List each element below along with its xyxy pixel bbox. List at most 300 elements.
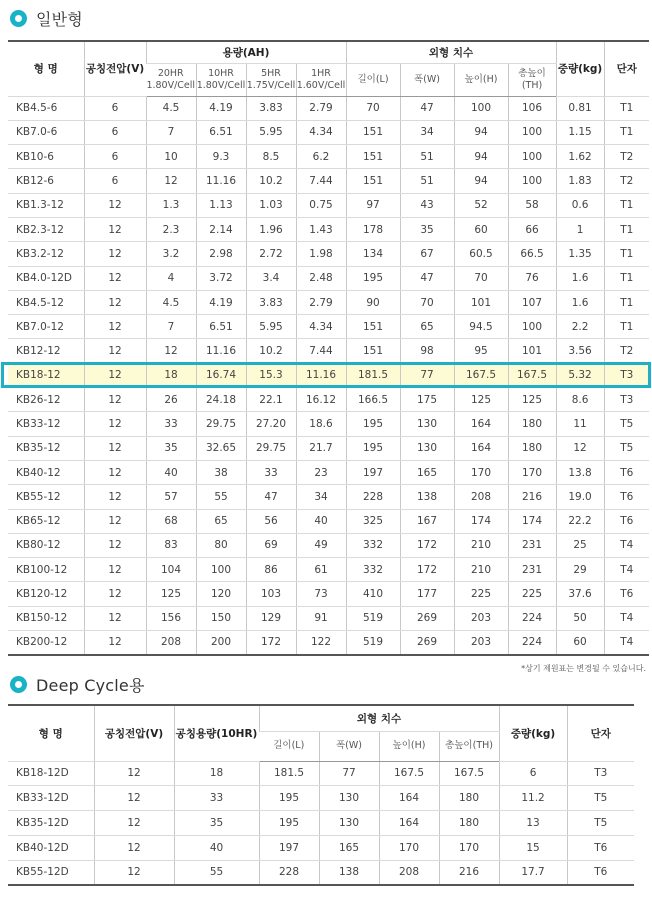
model-name-cell: KB12-12 [8, 339, 84, 363]
table-cell: 38 [196, 460, 246, 484]
table-cell: 25 [556, 533, 604, 557]
table-cell: 1.6 [556, 266, 604, 290]
table-row [8, 786, 634, 811]
table-cell: 70 [400, 290, 454, 314]
table-cell: 100 [454, 96, 508, 120]
table-cell: 12 [84, 217, 146, 241]
table-cell: 175 [400, 388, 454, 412]
table-cell: 181.5 [259, 761, 319, 786]
table-cell: 2.2 [556, 315, 604, 339]
table-cell: 150 [196, 606, 246, 630]
model-name-cell: KB18-12 [8, 363, 84, 387]
table-cell: 83 [146, 533, 196, 557]
table-cell: 80 [196, 533, 246, 557]
table-cell: 5.95 [246, 120, 296, 144]
section-title-text: Deep Cycle용 [36, 675, 145, 695]
table-row [8, 582, 649, 606]
table-cell: 7.44 [296, 169, 346, 193]
table-cell: 11.2 [499, 786, 567, 811]
table-cell: 55 [174, 860, 259, 885]
table-cell: 5.32 [556, 363, 604, 387]
table-cell: 4 [146, 266, 196, 290]
table-cell: 200 [196, 631, 246, 655]
table-cell: T6 [604, 485, 649, 509]
table-cell: 1.35 [556, 242, 604, 266]
table-cell: 3.56 [556, 339, 604, 363]
table-cell: 129 [246, 606, 296, 630]
header-voltage: 공칭전압(V) [84, 41, 146, 96]
table-cell: 6 [84, 120, 146, 144]
table-cell: 100 [508, 315, 556, 339]
table-cell: 0.81 [556, 96, 604, 120]
table-cell: 51 [400, 169, 454, 193]
table-cell: 225 [508, 582, 556, 606]
table-cell: 125 [454, 388, 508, 412]
table-cell: 2.3 [146, 217, 196, 241]
table-cell: 65 [196, 509, 246, 533]
table-cell: 12 [84, 558, 146, 582]
table-cell: 37.6 [556, 582, 604, 606]
table-cell: 12 [84, 460, 146, 484]
header-voltage: 공칭전압(V) [94, 705, 174, 761]
table-cell: 197 [259, 835, 319, 860]
table-cell: 12 [84, 582, 146, 606]
header-terminal: 단자 [604, 41, 649, 96]
table-cell: 3.4 [246, 266, 296, 290]
table-cell: 210 [454, 558, 508, 582]
model-name-cell: KB120-12 [8, 582, 84, 606]
table-row [8, 485, 649, 509]
table-cell: 170 [439, 835, 499, 860]
table-cell: 165 [319, 835, 379, 860]
table-cell: 12 [84, 631, 146, 655]
table-cell: 130 [400, 436, 454, 460]
table-cell: 13.8 [556, 460, 604, 484]
table-cell: T1 [604, 242, 649, 266]
table-cell: 519 [346, 631, 400, 655]
table-cell: 86 [246, 558, 296, 582]
table-cell: 166.5 [346, 388, 400, 412]
table-cell: 73 [296, 582, 346, 606]
table-cell: 1.3 [146, 193, 196, 217]
table-cell: 52 [454, 193, 508, 217]
model-name-cell: KB2.3-12 [8, 217, 84, 241]
model-name-cell: KB7.0-6 [8, 120, 84, 144]
table-row [8, 436, 649, 460]
table-cell: 8.6 [556, 388, 604, 412]
table-cell: T5 [604, 412, 649, 436]
table-cell: 29.75 [196, 412, 246, 436]
section-title-text: 일반형 [36, 9, 83, 29]
table-cell: 12 [84, 315, 146, 339]
table-cell: 100 [508, 120, 556, 144]
table-cell: 94 [454, 169, 508, 193]
table-row [8, 169, 649, 193]
table-cell: 7.44 [296, 339, 346, 363]
header-dim-width: 폭(W) [319, 731, 379, 761]
table-cell: 164 [379, 811, 439, 836]
table-cell: 138 [319, 860, 379, 885]
table-cell: 4.5 [146, 96, 196, 120]
table-cell: 11.16 [196, 169, 246, 193]
table-cell: T2 [604, 169, 649, 193]
table-cell: 332 [346, 558, 400, 582]
table-cell: 68 [146, 509, 196, 533]
table-cell: 10 [146, 145, 196, 169]
table-cell: 2.48 [296, 266, 346, 290]
table-cell: 4.19 [196, 96, 246, 120]
table-cell: T1 [604, 266, 649, 290]
header-dim-total-height: 총높이(TH) [508, 63, 556, 96]
table-cell: 208 [146, 631, 196, 655]
header-dim-length: 길이(L) [346, 63, 400, 96]
table-cell: 57 [146, 485, 196, 509]
table-cell: 33 [146, 412, 196, 436]
table-cell: 195 [259, 786, 319, 811]
table-cell: 12 [84, 436, 146, 460]
table-cell: T1 [604, 96, 649, 120]
table-cell: 165 [400, 460, 454, 484]
table-cell: 5.95 [246, 315, 296, 339]
table-cell: 1.98 [296, 242, 346, 266]
table-cell: 101 [454, 290, 508, 314]
table-cell: 65 [400, 315, 454, 339]
table-cell: 6 [84, 96, 146, 120]
table-cell: 12 [94, 860, 174, 885]
model-name-cell: KB33-12 [8, 412, 84, 436]
table-cell: 56 [246, 509, 296, 533]
table-cell: 2.14 [196, 217, 246, 241]
table-cell: 2.79 [296, 290, 346, 314]
table-cell: 40 [296, 509, 346, 533]
table-cell: 12 [146, 339, 196, 363]
header-dim-width: 폭(W) [400, 63, 454, 96]
table-cell: 4.34 [296, 315, 346, 339]
table-cell: 11.16 [296, 363, 346, 387]
table-cell: 8.5 [246, 145, 296, 169]
table-cell: 174 [508, 509, 556, 533]
table-row [8, 217, 649, 241]
table-cell: T2 [604, 339, 649, 363]
table-cell: T4 [604, 606, 649, 630]
table-row [8, 460, 649, 484]
table-cell: 9.3 [196, 145, 246, 169]
table-cell: 40 [174, 835, 259, 860]
table-cell: 180 [508, 412, 556, 436]
table-cell: 12 [84, 485, 146, 509]
model-name-cell: KB3.2-12 [8, 242, 84, 266]
table-cell: 104 [146, 558, 196, 582]
header-dim-length: 길이(L) [259, 731, 319, 761]
table-row [8, 533, 649, 557]
table-cell: 32.65 [196, 436, 246, 460]
table-cell: 167.5 [508, 363, 556, 387]
table-cell: 19.0 [556, 485, 604, 509]
table-cell: 130 [319, 811, 379, 836]
model-name-cell: KB40-12D [8, 835, 94, 860]
table-cell: 66.5 [508, 242, 556, 266]
header-name: 형 명 [8, 41, 84, 96]
table-row [8, 242, 649, 266]
table-cell: T1 [604, 315, 649, 339]
table-row [8, 412, 649, 436]
table-cell: T1 [604, 193, 649, 217]
table-cell: 1 [556, 217, 604, 241]
header-dim-height: 높이(H) [379, 731, 439, 761]
table-cell: 195 [346, 266, 400, 290]
table-cell: T5 [567, 811, 634, 836]
table-cell: 50 [556, 606, 604, 630]
table-cell: 90 [346, 290, 400, 314]
table-cell: 167.5 [454, 363, 508, 387]
table-cell: 3.72 [196, 266, 246, 290]
table-cell: 130 [400, 412, 454, 436]
table-cell: 12 [84, 509, 146, 533]
general-battery-spec-table [8, 40, 649, 656]
table-cell: 34 [296, 485, 346, 509]
table-cell: 410 [346, 582, 400, 606]
table-cell: 27.20 [246, 412, 296, 436]
table-cell: 138 [400, 485, 454, 509]
table-cell: 22.1 [246, 388, 296, 412]
table-cell: 12 [94, 786, 174, 811]
table-cell: 164 [379, 786, 439, 811]
table-cell: 164 [454, 436, 508, 460]
section-title-deep-cycle [10, 672, 145, 696]
model-name-cell: KB65-12 [8, 509, 84, 533]
table-cell: 180 [508, 436, 556, 460]
table-row [8, 509, 649, 533]
table-row [8, 860, 634, 885]
table-cell: 23 [296, 460, 346, 484]
table-cell: 66 [508, 217, 556, 241]
table-cell: 33 [246, 460, 296, 484]
table-cell: 195 [346, 436, 400, 460]
table-cell: 178 [346, 217, 400, 241]
table-row [8, 339, 649, 363]
model-name-cell: KB80-12 [8, 533, 84, 557]
table-cell: 60 [556, 631, 604, 655]
table-cell: 67 [400, 242, 454, 266]
table-cell: T6 [567, 860, 634, 885]
table-cell: 29 [556, 558, 604, 582]
table-cell: 172 [400, 558, 454, 582]
table-cell: 12 [556, 436, 604, 460]
table-cell: 22.2 [556, 509, 604, 533]
table-cell: 12 [84, 266, 146, 290]
table-cell: 174 [454, 509, 508, 533]
table-cell: 13 [499, 811, 567, 836]
table-cell: 69 [246, 533, 296, 557]
table-row [8, 266, 649, 290]
table-cell: 151 [346, 169, 400, 193]
table-cell: 1.62 [556, 145, 604, 169]
model-name-cell: KB55-12D [8, 860, 94, 885]
table-row [8, 120, 649, 144]
header-dimension: 외형 치수 [259, 705, 499, 731]
table-cell: 228 [346, 485, 400, 509]
table-cell: 12 [84, 412, 146, 436]
table-cell: 1.83 [556, 169, 604, 193]
model-name-cell: KB33-12D [8, 786, 94, 811]
table-cell: 151 [346, 120, 400, 144]
table-cell: 225 [454, 582, 508, 606]
table-cell: 26 [146, 388, 196, 412]
table-cell: 151 [346, 339, 400, 363]
header-cap-5hr: 5HR 1.75V/Cell [246, 63, 296, 96]
table-cell: 35 [400, 217, 454, 241]
table-cell: 1.15 [556, 120, 604, 144]
table-cell: T6 [604, 582, 649, 606]
table-cell: 2.72 [246, 242, 296, 266]
deep-cycle-table-body [8, 761, 634, 885]
table-cell: 101 [508, 339, 556, 363]
table-cell: 107 [508, 290, 556, 314]
table-cell: 12 [94, 835, 174, 860]
table-row [8, 290, 649, 314]
table-cell: 18 [146, 363, 196, 387]
table-cell: 3.83 [246, 96, 296, 120]
model-name-cell: KB10-6 [8, 145, 84, 169]
table-cell: 70 [454, 266, 508, 290]
table-cell: 12 [84, 388, 146, 412]
table-cell: 12 [84, 339, 146, 363]
table-cell: 170 [379, 835, 439, 860]
model-name-cell: KB200-12 [8, 631, 84, 655]
table-cell: T6 [567, 835, 634, 860]
table-cell: 76 [508, 266, 556, 290]
table-cell: 0.6 [556, 193, 604, 217]
table-cell: 3.2 [146, 242, 196, 266]
table-cell: 15.3 [246, 363, 296, 387]
table-cell: 167.5 [439, 761, 499, 786]
table-cell: 12 [146, 169, 196, 193]
table-cell: T4 [604, 631, 649, 655]
model-name-cell: KB40-12 [8, 460, 84, 484]
model-name-cell: KB12-6 [8, 169, 84, 193]
bullet-circle-icon [10, 676, 27, 693]
table-cell: 4.5 [146, 290, 196, 314]
table-cell: T1 [604, 217, 649, 241]
table-cell: 269 [400, 631, 454, 655]
table-cell: 100 [196, 558, 246, 582]
table-cell: 17.7 [499, 860, 567, 885]
table-cell: 55 [196, 485, 246, 509]
table-cell: 21.7 [296, 436, 346, 460]
table-cell: 49 [296, 533, 346, 557]
table-cell: 18 [174, 761, 259, 786]
table-cell: 172 [246, 631, 296, 655]
table-cell: 58 [508, 193, 556, 217]
header-cap-10hr: 10HR 1.80V/Cell [196, 63, 246, 96]
table-cell: 203 [454, 631, 508, 655]
table-cell: 1.96 [246, 217, 296, 241]
model-name-cell: KB1.3-12 [8, 193, 84, 217]
table-cell: 97 [346, 193, 400, 217]
model-name-cell: KB100-12 [8, 558, 84, 582]
table-cell: 94.5 [454, 315, 508, 339]
table-cell: 208 [379, 860, 439, 885]
table-cell: 43 [400, 193, 454, 217]
table-cell: 216 [439, 860, 499, 885]
general-table-body [8, 96, 649, 655]
table-cell: 130 [319, 786, 379, 811]
table-cell: 6 [499, 761, 567, 786]
table-cell: 195 [346, 412, 400, 436]
model-name-cell: KB150-12 [8, 606, 84, 630]
table-cell: 47 [400, 266, 454, 290]
table-cell: 61 [296, 558, 346, 582]
table-cell: 11 [556, 412, 604, 436]
table-cell: 224 [508, 606, 556, 630]
table-cell: 24.18 [196, 388, 246, 412]
table-cell: 167.5 [379, 761, 439, 786]
table-cell: 7 [146, 315, 196, 339]
model-name-cell: KB4.5-6 [8, 96, 84, 120]
table-cell: 100 [508, 145, 556, 169]
table-cell: 12 [84, 606, 146, 630]
table-cell: 51 [400, 145, 454, 169]
table-cell: 6.51 [196, 120, 246, 144]
table-cell: 216 [508, 485, 556, 509]
table-cell: 106 [508, 96, 556, 120]
table-cell: 6.2 [296, 145, 346, 169]
table-cell: 33 [174, 786, 259, 811]
table-cell: 47 [246, 485, 296, 509]
header-capacity: 용량(AH) [146, 41, 346, 63]
table-cell: 1.6 [556, 290, 604, 314]
model-name-cell: KB18-12D [8, 761, 94, 786]
table-cell: 167 [400, 509, 454, 533]
table-cell: T1 [604, 290, 649, 314]
table-cell: T1 [604, 120, 649, 144]
table-cell: 12 [84, 290, 146, 314]
header-cap-1hr: 1HR 1.60V/Cell [296, 63, 346, 96]
table-cell: 1.03 [246, 193, 296, 217]
table-cell: 11.16 [196, 339, 246, 363]
table-cell: 6 [84, 169, 146, 193]
table-cell: 332 [346, 533, 400, 557]
table-cell: 12 [94, 811, 174, 836]
table-cell: 35 [174, 811, 259, 836]
table-cell: 164 [454, 412, 508, 436]
table-cell: T2 [604, 145, 649, 169]
table-cell: 12 [84, 533, 146, 557]
table-row [8, 631, 649, 655]
table-cell: 172 [400, 533, 454, 557]
table-cell: 203 [454, 606, 508, 630]
table-row [8, 811, 634, 836]
table-cell: 325 [346, 509, 400, 533]
table-row [8, 193, 649, 217]
table-cell: 60.5 [454, 242, 508, 266]
table-cell: 6 [84, 145, 146, 169]
table-cell: T3 [567, 761, 634, 786]
table-cell: T6 [604, 460, 649, 484]
table-row [8, 363, 649, 387]
table-cell: 151 [346, 315, 400, 339]
table-row [8, 835, 634, 860]
table-cell: 34 [400, 120, 454, 144]
table-cell: 0.75 [296, 193, 346, 217]
header-weight: 중량(kg) [499, 705, 567, 761]
table-cell: 208 [454, 485, 508, 509]
table-cell: T6 [604, 509, 649, 533]
table-cell: 519 [346, 606, 400, 630]
table-cell: 170 [508, 460, 556, 484]
header-dimension: 외형 치수 [346, 41, 556, 63]
table-cell: 177 [400, 582, 454, 606]
